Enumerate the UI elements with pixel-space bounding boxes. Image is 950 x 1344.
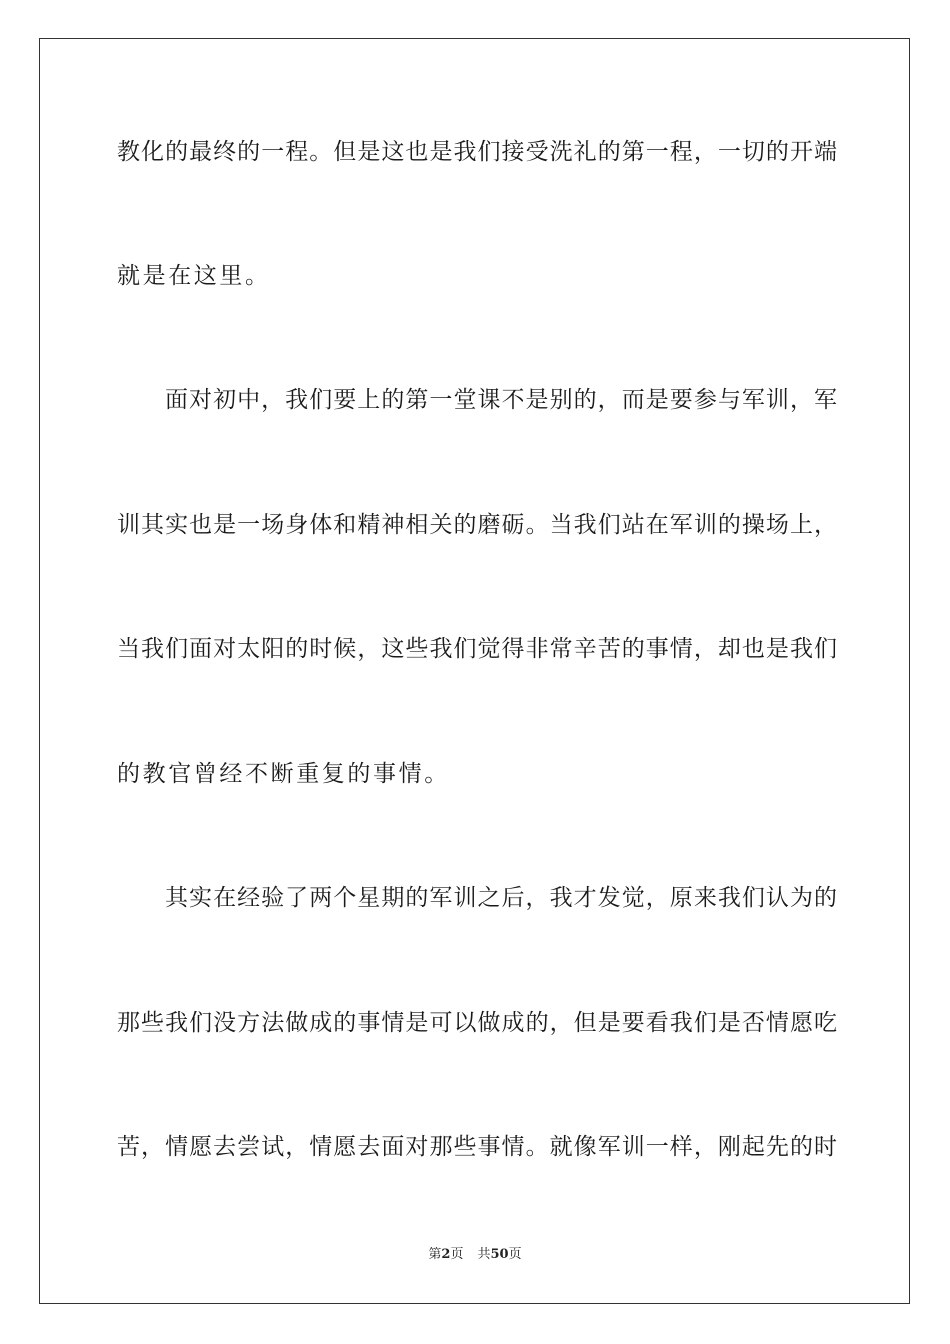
page-prefix: 第 [428,1247,442,1262]
page-footer [0,1246,950,1264]
page-suffix: 页 [450,1247,464,1262]
total-prefix: 共 [477,1247,491,1262]
paragraph-line: 教化的最终的一程。但是这也是我们接受洗礼的第一程，一切的开端 [117,139,837,165]
paragraph-line: 面对初中，我们要上的第一堂课不是别的，而是要参与军训，军 [165,387,837,413]
paragraph-line: 苦，情愿去尝试，情愿去面对那些事情。就像军训一样，刚起先的时 [117,1134,837,1160]
paragraph-line: 就是在这里。 [117,263,271,289]
paragraph-line: 当我们面对太阳的时候，这些我们觉得非常辛苦的事情，却也是我们 [117,636,837,662]
paragraph-line: 其实在经验了两个星期的军训之后，我才发觉，原来我们认为的 [165,885,837,911]
total-pages: 50 [490,1247,509,1262]
total-suffix: 页 [508,1247,522,1262]
paragraph-line: 的教官曾经不断重复的事情。 [117,761,450,787]
page-border [39,38,910,1304]
page-number: 2 [441,1247,451,1262]
paragraph-line: 那些我们没方法做成的事情是可以做成的，但是要看我们是否情愿吃 [117,1010,837,1036]
paragraph-line: 训其实也是一场身体和精神相关的磨砺。当我们站在军训的操场上， [117,512,837,538]
